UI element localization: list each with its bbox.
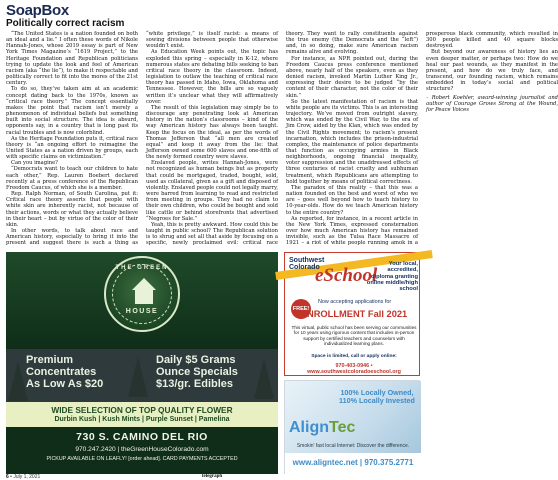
eschool-description: This virtual, public school has been serving our communities for 10 years using rigorous content that includes in-person support by certified teachers and counselors with individualized learning plans. <box>291 325 417 347</box>
article-paragraph: As Education Week points out, the topic has exploded this spring – especially in K-12, where numerous states are debating bills seeking to ban critical race theory in the classroom. Indeed, legislation to outlaw the teaching of critical race theory has passed in Idaho, Iowa, Oklahoma and Tennessee. However, the bills are so vaguely written it’s unclear what they will affirmatively cover. <box>146 49 278 105</box>
tagline-line: 110% Locally Invested <box>339 396 415 405</box>
eschool-ad[interactable] <box>284 252 420 376</box>
article-paragraph: The result of this legislation may simply be to discourage any penetrating look at American history in the nation’s classrooms – kind of the way American history has always been taught. Keep the focus on the ideal, as per the words of Thomas Jefferson that “all men are created equal” and keep it away from the lie: that Jefferson owned some 600 slaves and one-fifth of the newly formed country were slaves. <box>146 104 278 161</box>
article-paragraph: So the latest manifestation of racism is that white people are its victims. This is an interesting trajectory. We’ve moved from outright slavery, which was ended by the Civil War, to the era of Jim Crow, aided by the Klan, which was ended by the Civil Rights movement; to racism’s present incarnation, which includes the prison-industrial complex, the maintenance of police departments that function as occupying armies in Black neighborhoods, ongoing financial inequality, voter suppression and the unaddressed effects of three centuries of racist cruelty and subhuman treatment, which Republicans are attempting to hold together by means of political correctness. <box>286 98 418 185</box>
tree-icon <box>8 361 28 401</box>
article-paragraph: For instance, as NPR pointed out, during the Freedom Caucus press conference mentioned above, nearly half of the speakers, even as they denied racism, invoked Martin Luther King Jr., expressing their desire to be judged “by the content of their character, not the color of their skin.” <box>286 55 418 99</box>
article-paragraph: “The United States is a nation founded on both an ideal and a lie.” I often these words of Nikole Hannah-Jones, whose 2019 essay is part of New York Times Magazine’s “1619 Project,” to the Heritage Foundation and Republican politicians trying to update the look and feel of American racism (aka “the lie”), to make it respectable and politically correct to fit into the mores of the 21st century. <box>6 31 138 87</box>
banner-strains: Durbin Kush | Kush Mints | Purple Sunset | Pamelina <box>54 416 230 423</box>
page-footer <box>0 474 424 480</box>
aligntec-tagline <box>335 389 419 405</box>
article-paragraph: As the Heritage Foundation puts it, critical race theory is “an ongoing effort to reimagine the United States as a nation driven by groups, each with specific claims on victimization.” <box>6 135 138 161</box>
eschool-logo-text: eSchool <box>315 265 378 286</box>
article-paragraph: Enslaved people, writes Hannah-Jones, were not recognized as human beings but as property that could be mortgaged, traded, bought, sold, used as collateral, given as a gift and disposed of violently. Enslaved people could not legally marry, were barred from learning to read and restricted from meeting in groups. They had no claim to their own children, who could be bought and sold like cattle or behind storefronts that advertised “Negroes for Sale.” <box>146 160 278 222</box>
article-paragraph: Can you imagine? <box>11 160 58 167</box>
brand-line: Southwest <box>289 257 325 264</box>
article-paragraph: In other words, to talk about race and American history, especially to bring it into the present and suggest there is such a thing as “white privilege,” is itself racist: a means of sowing divisions between people that otherwise wouldn’t exist. <box>6 31 278 247</box>
logo-part-tec: Tec <box>329 419 356 436</box>
article-headline: Politically correct racism <box>6 18 125 29</box>
citation-text: – Robert Koehler, award-winning journalist and author of Courage Grows Strong at the Wound, for Peace Voices <box>426 94 558 113</box>
promo-daily-specials <box>156 354 238 390</box>
apply-text: Now accepting applications for <box>318 299 392 305</box>
article-citation <box>426 95 558 113</box>
house-body-icon <box>135 290 153 304</box>
article-paragraph: The paradox of this reality – that this was a nation founded on the best and worst of who we are – goes well beyond how to teach history to 10-year-olds. How do we teach American history to the entire country? <box>286 184 418 216</box>
logo-text-top: THE GREEN <box>115 265 169 271</box>
promo-concentrates <box>26 354 103 390</box>
greenhouse-contact <box>6 427 278 474</box>
issue-date: July 1, 2021 <box>13 474 41 480</box>
section-masthead: SoapBox <box>6 2 69 19</box>
logo-part-align: Align <box>289 419 329 436</box>
promo-line: As Low As $20 <box>26 378 104 390</box>
promo-line: Ounce Specials <box>156 366 238 378</box>
tree-icon <box>128 357 148 397</box>
greenhouse-ad[interactable] <box>6 252 278 474</box>
article-paragraph: But beyond our awareness of history lies an even deeper matter, or perhaps two: How do we heal our past wounds, as they manifest in the present, and how do we truly face, and transcend, our founding racism, which remains embedded in today’s social and political structure? <box>426 49 558 93</box>
eschool-tagline: Your local, accredited, diploma granting online middle/high school <box>366 261 418 293</box>
greenhouse-ad-header <box>6 252 278 349</box>
pickup-note: PICKUP AVAILABLE ON LEAFLY! [order ahead]. CARD PAYMENTS ACCEPTED <box>46 456 238 462</box>
greenhouse-promos <box>6 349 278 402</box>
store-address: 730 S. CAMINO DEL RIO <box>76 431 208 443</box>
article-paragraph: To do so, they’ve taken aim at an academic concept dating back to the 1970s, known as “critical race theory.” The concept essentially makes the point that racism isn’t merely a phenomenon of individual beliefs but something built into social structure. The idea is absurd, opponents say, in a country that is long past its racial troubles and is now colorblind. <box>6 86 138 136</box>
greenhouse-logo <box>104 256 180 332</box>
enrollment-heading: ENROLLMENT Fall 2021 <box>300 309 408 319</box>
article-body <box>6 31 558 249</box>
page-number: 6 <box>6 474 9 480</box>
flower-selection-banner <box>6 402 278 427</box>
promo-line: Premium <box>26 354 74 366</box>
article-paragraph: Rep. Ralph Norman, of South Carolina, put it: Critical race theory asserts that people with white skin are inherently racist, not because of their actions, words or what they actually believe in their heart – but by virtue of the color of their skin. <box>6 191 138 228</box>
space-limited-note: Space is limited, call or apply online: <box>311 354 397 359</box>
house-icon <box>132 278 156 290</box>
aligntec-contact[interactable]: www.aligntec.net | 970.375.2771 <box>285 453 421 475</box>
free-badge: FREE! <box>291 299 311 319</box>
page-number-date: 6 • July 1, 2021 <box>6 474 41 480</box>
banner-title: WIDE SELECTION OF TOP QUALITY FLOWER <box>51 405 233 415</box>
logo-text-bottom: HOUSE <box>125 308 159 315</box>
aligntec-ad[interactable] <box>284 380 420 474</box>
promo-line: Daily $5 Grams <box>156 354 236 366</box>
article-paragraph: “Democrats want to teach our children to hate each other,” Rep. Lauren Boebert declared recently at a press conference of the Republican Freedom Caucus, of which she is a member. <box>6 166 138 191</box>
eschool-contact[interactable]: 970-403-0946 • www.southwestcoloradoeschool.org <box>307 363 401 375</box>
store-contact[interactable]: 970.247.2420 | theGreenHouseColorado.com <box>75 446 209 453</box>
tagline-line: 100% Locally Owned, <box>340 388 414 397</box>
aligntec-logo <box>289 419 355 437</box>
promo-line: $13/gr. Edibles <box>156 378 234 390</box>
article-paragraph: As reported, for instance, in a recent article in the New York Times, expressed consternation over how much American history has remained invisible, such as the Tulsa Race Massacre of 1921 – a riot of white people running amok in a prosperous black community, which resulted in 300 people killed and 40 square blocks destroyed. <box>286 31 558 247</box>
promo-line: Concentrates <box>26 366 97 378</box>
article-paragraph: Yeah, this is pretty awkward. How could this be taught in public school? The Republican solution is to shrug and set all that aside by focusing on a specific, newly proclaimed evil: critical race theory. They want to rally constituents against the true enemy (the Democrats and the “left”) and, in so doing, make sure American racism remains alive and evolving. <box>146 31 418 247</box>
aligntec-slogan: Smokin' fast local Internet: Discover the difference. <box>296 443 410 449</box>
tree-icon <box>254 359 274 399</box>
brand-line: Colorado <box>289 264 320 271</box>
publication-name: telegraph <box>201 474 223 479</box>
